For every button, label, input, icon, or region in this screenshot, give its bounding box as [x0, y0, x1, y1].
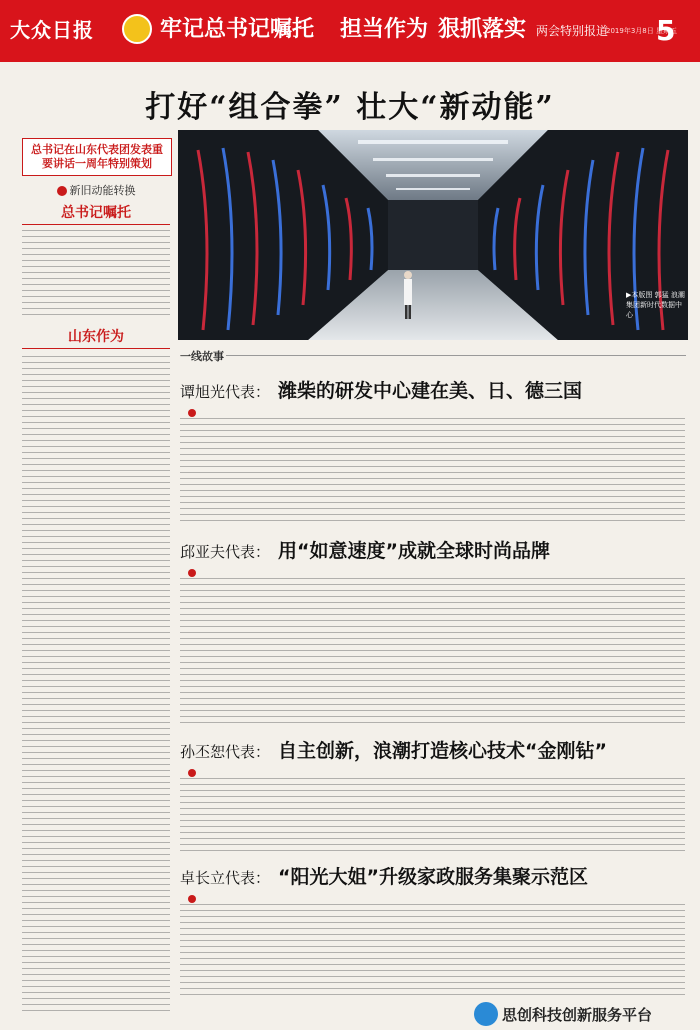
byline-dot-icon [188, 409, 196, 417]
sidebar-text-block [22, 230, 170, 320]
header-slogan-2: 担当作为 [340, 17, 429, 42]
sidebar-body-text [22, 356, 170, 1016]
data-center-illustration [178, 130, 688, 340]
story-2-body [180, 578, 685, 726]
emblem-icon [122, 14, 152, 44]
header-slogan-1: 牢记总书记嘱托 [160, 17, 315, 42]
story-4-body [180, 904, 685, 998]
story-1-headline: 潍柴的研发中心建在美、日、德三国 [278, 380, 583, 402]
section-label: 一线故事 [180, 350, 224, 363]
story-2-headline: 用“如意速度”成就全球时尚品牌 [278, 540, 550, 562]
story-3-headline: 自主创新，浪潮打造核心技术“金刚钻” [278, 740, 607, 762]
sub-heading-text: 新旧动能转换 [69, 184, 136, 197]
page-headline: 打好“组合拳” 壮大“新动能” [145, 90, 555, 125]
header-slogan-3: 狠抓落实 [438, 17, 527, 42]
photo-caption: ▶本版图 郭猛 浪潮集团新时代数据中心 [626, 291, 685, 319]
watermark-text: 思创科技创新服务平台 [502, 1006, 653, 1024]
wechat-logo-icon [474, 1002, 498, 1026]
byline-dot-icon [188, 569, 196, 577]
story-4-headline: “阳光大姐”升级家政服务集聚示范区 [278, 866, 588, 888]
sidebar [22, 130, 170, 1020]
story-title-3 [180, 736, 607, 763]
story-4-byline [188, 894, 199, 903]
story-title-1 [180, 376, 582, 403]
story-2-byline [188, 568, 199, 577]
story-1-byline [188, 408, 199, 417]
story-3-body [180, 778, 685, 852]
story-3-byline [188, 768, 199, 777]
masthead-logo: 大众日报 [10, 18, 94, 42]
page-number: 5 [656, 14, 676, 47]
special-feature-box [22, 138, 172, 176]
special-feature-title: 总书记在山东代表团发表重要讲话一周年特别策划 [31, 143, 163, 170]
issue-date: 2019年3月8日 星期五 [606, 27, 677, 35]
story-1-body [180, 418, 685, 526]
series-tag: 两会特别报道 [536, 24, 609, 38]
section-divider [226, 355, 686, 356]
bullet-icon [57, 186, 67, 196]
story-title-2 [180, 536, 550, 563]
story-3-rep: 孙丕恕代表： [180, 743, 271, 761]
byline-dot-icon [188, 895, 196, 903]
byline-dot-icon [188, 769, 196, 777]
section-heading-1: 总书记嘱托 [22, 202, 170, 225]
section-heading-2: 山东作为 [22, 326, 170, 349]
story-4-rep: 卓长立代表： [180, 869, 271, 887]
data-center-photo [178, 130, 688, 340]
story-2-rep: 邱亚夫代表： [180, 543, 271, 561]
sub-heading [22, 182, 170, 198]
story-1-rep: 谭旭光代表： [180, 383, 271, 401]
story-title-4 [180, 862, 588, 889]
